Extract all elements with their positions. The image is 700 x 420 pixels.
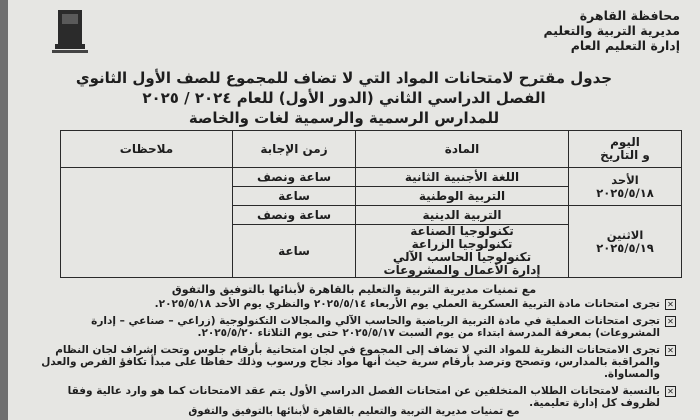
header-day-date [569,131,682,168]
subject-line: تكنولوجيا الصناعة [410,224,514,238]
checkbox-x-icon: ✕ [665,386,676,397]
note-item [38,344,676,380]
time-cell: ساعة ونصف [233,168,356,187]
header-day-label: اليوم [610,135,640,149]
subject-cell: التربية الوطنية [356,187,569,206]
table-header-row [61,131,682,168]
day-cell-monday [569,206,682,278]
header-date-label: و التاريخ [600,148,650,162]
note-text: بالنسبة لامتحانات الطلاب المتخلفين عن امتحانات الفصل الدراسي الأول يتم عقد الامتحانات كما هو وارد عالية وفقا لظروف كل إدارة تعليمية. [67,385,660,409]
notes-cell [61,168,233,278]
header-time: زمن الإجابة [233,131,356,168]
time-cell: ساعة [233,187,356,206]
day-name: الأحد [611,172,639,187]
day-date: ٢٠٢٥/٥/١٩ [596,240,654,255]
subject-cell: اللغة الأجنبية الثانية [356,168,569,187]
note-text: تجرى امتحانات مادة التربية العسكرية العملي يوم الأربعاء ٢٠٢٥/٥/١٤ والنظري يوم الأحد ٢٠٢٥/٥/١٨. [154,298,660,310]
subject-cell-technology [356,225,569,278]
title-line-3: للمدارس الرسمية والرسمية لغات والخاصة [188,109,500,127]
checkbox-x-icon: ✕ [665,299,676,310]
note-text: تجرى الامتحانات النظرية للمواد التي لا تضاف إلى المجموع في لجان امتحانية بأرقام جلوس وتحت إشراف لجان النظام والمراقبة بالمدارس، وتصحح وترصد بأرقام سرية حيث أنها مواد نجاح ورسوب وذلك حفاظا على مبدأ تكافؤ الفرص والعدل والمساواة. [41,344,660,380]
header-subject: المادة [356,131,569,168]
wishes-line-top: مع تمنيات مديرية التربية والتعليم بالقاهرة لأبنائها بالتوفيق والتفوق [171,283,537,296]
subject-cell: التربية الدينية [356,206,569,225]
notes-list [38,298,676,414]
subject-line: إدارة الأعمال والمشروعات [383,263,541,277]
note-item [38,315,676,339]
document-title [68,68,620,128]
ministry-emblem-icon [50,6,90,56]
document-page [8,0,700,420]
time-cell: ساعة ونصف [233,206,356,225]
org-header [543,8,680,53]
table-row [61,168,682,187]
note-item [38,298,676,310]
header-notes: ملاحظات [61,131,233,168]
wishes-line-bottom: مع تمنيات مديرية التربية والتعليم بالقاهرة لأبنائها بالتوفيق والتفوق [188,406,520,417]
note-text: تجرى امتحانات العملية في مادة التربية الرياضية والحاسب الآلي والمجالات التكنولوجية (زراعي – صناعي – إدارة المشروعات) بمعرفة المدرسة ابتداء من يوم السبت ٢٠٢٥/٥/١٧ حتى يوم الثلاثاء ٢٠٢٥/٥/٢٠. [91,315,660,339]
org-department: إدارة التعليم العام [570,38,680,53]
checkbox-x-icon: ✕ [665,345,676,356]
day-cell-sunday [569,168,682,206]
subject-line: تكنولوجيا الزراعة [411,237,513,251]
subject-line: تكنولوجيا الحاسب الآلي [392,250,532,264]
day-date: ٢٠٢٥/٥/١٨ [596,185,654,200]
time-cell: ساعة [233,225,356,278]
title-line-2: الفصل الدراسي الثاني (الدور الأول) للعام ٢٠٢٤ / ٢٠٢٥ [142,89,546,107]
checkbox-x-icon: ✕ [665,316,676,327]
day-name: الاثنين [606,227,644,242]
exam-schedule-table [60,130,682,278]
org-governorate: محافظة القاهرة [579,8,680,23]
title-line-1: جدول مقترح لامتحانات المواد التي لا تضاف للمجموع للصف الأول الثانوي [75,69,613,87]
org-directorate: مديرية التربية والتعليم [543,23,680,38]
